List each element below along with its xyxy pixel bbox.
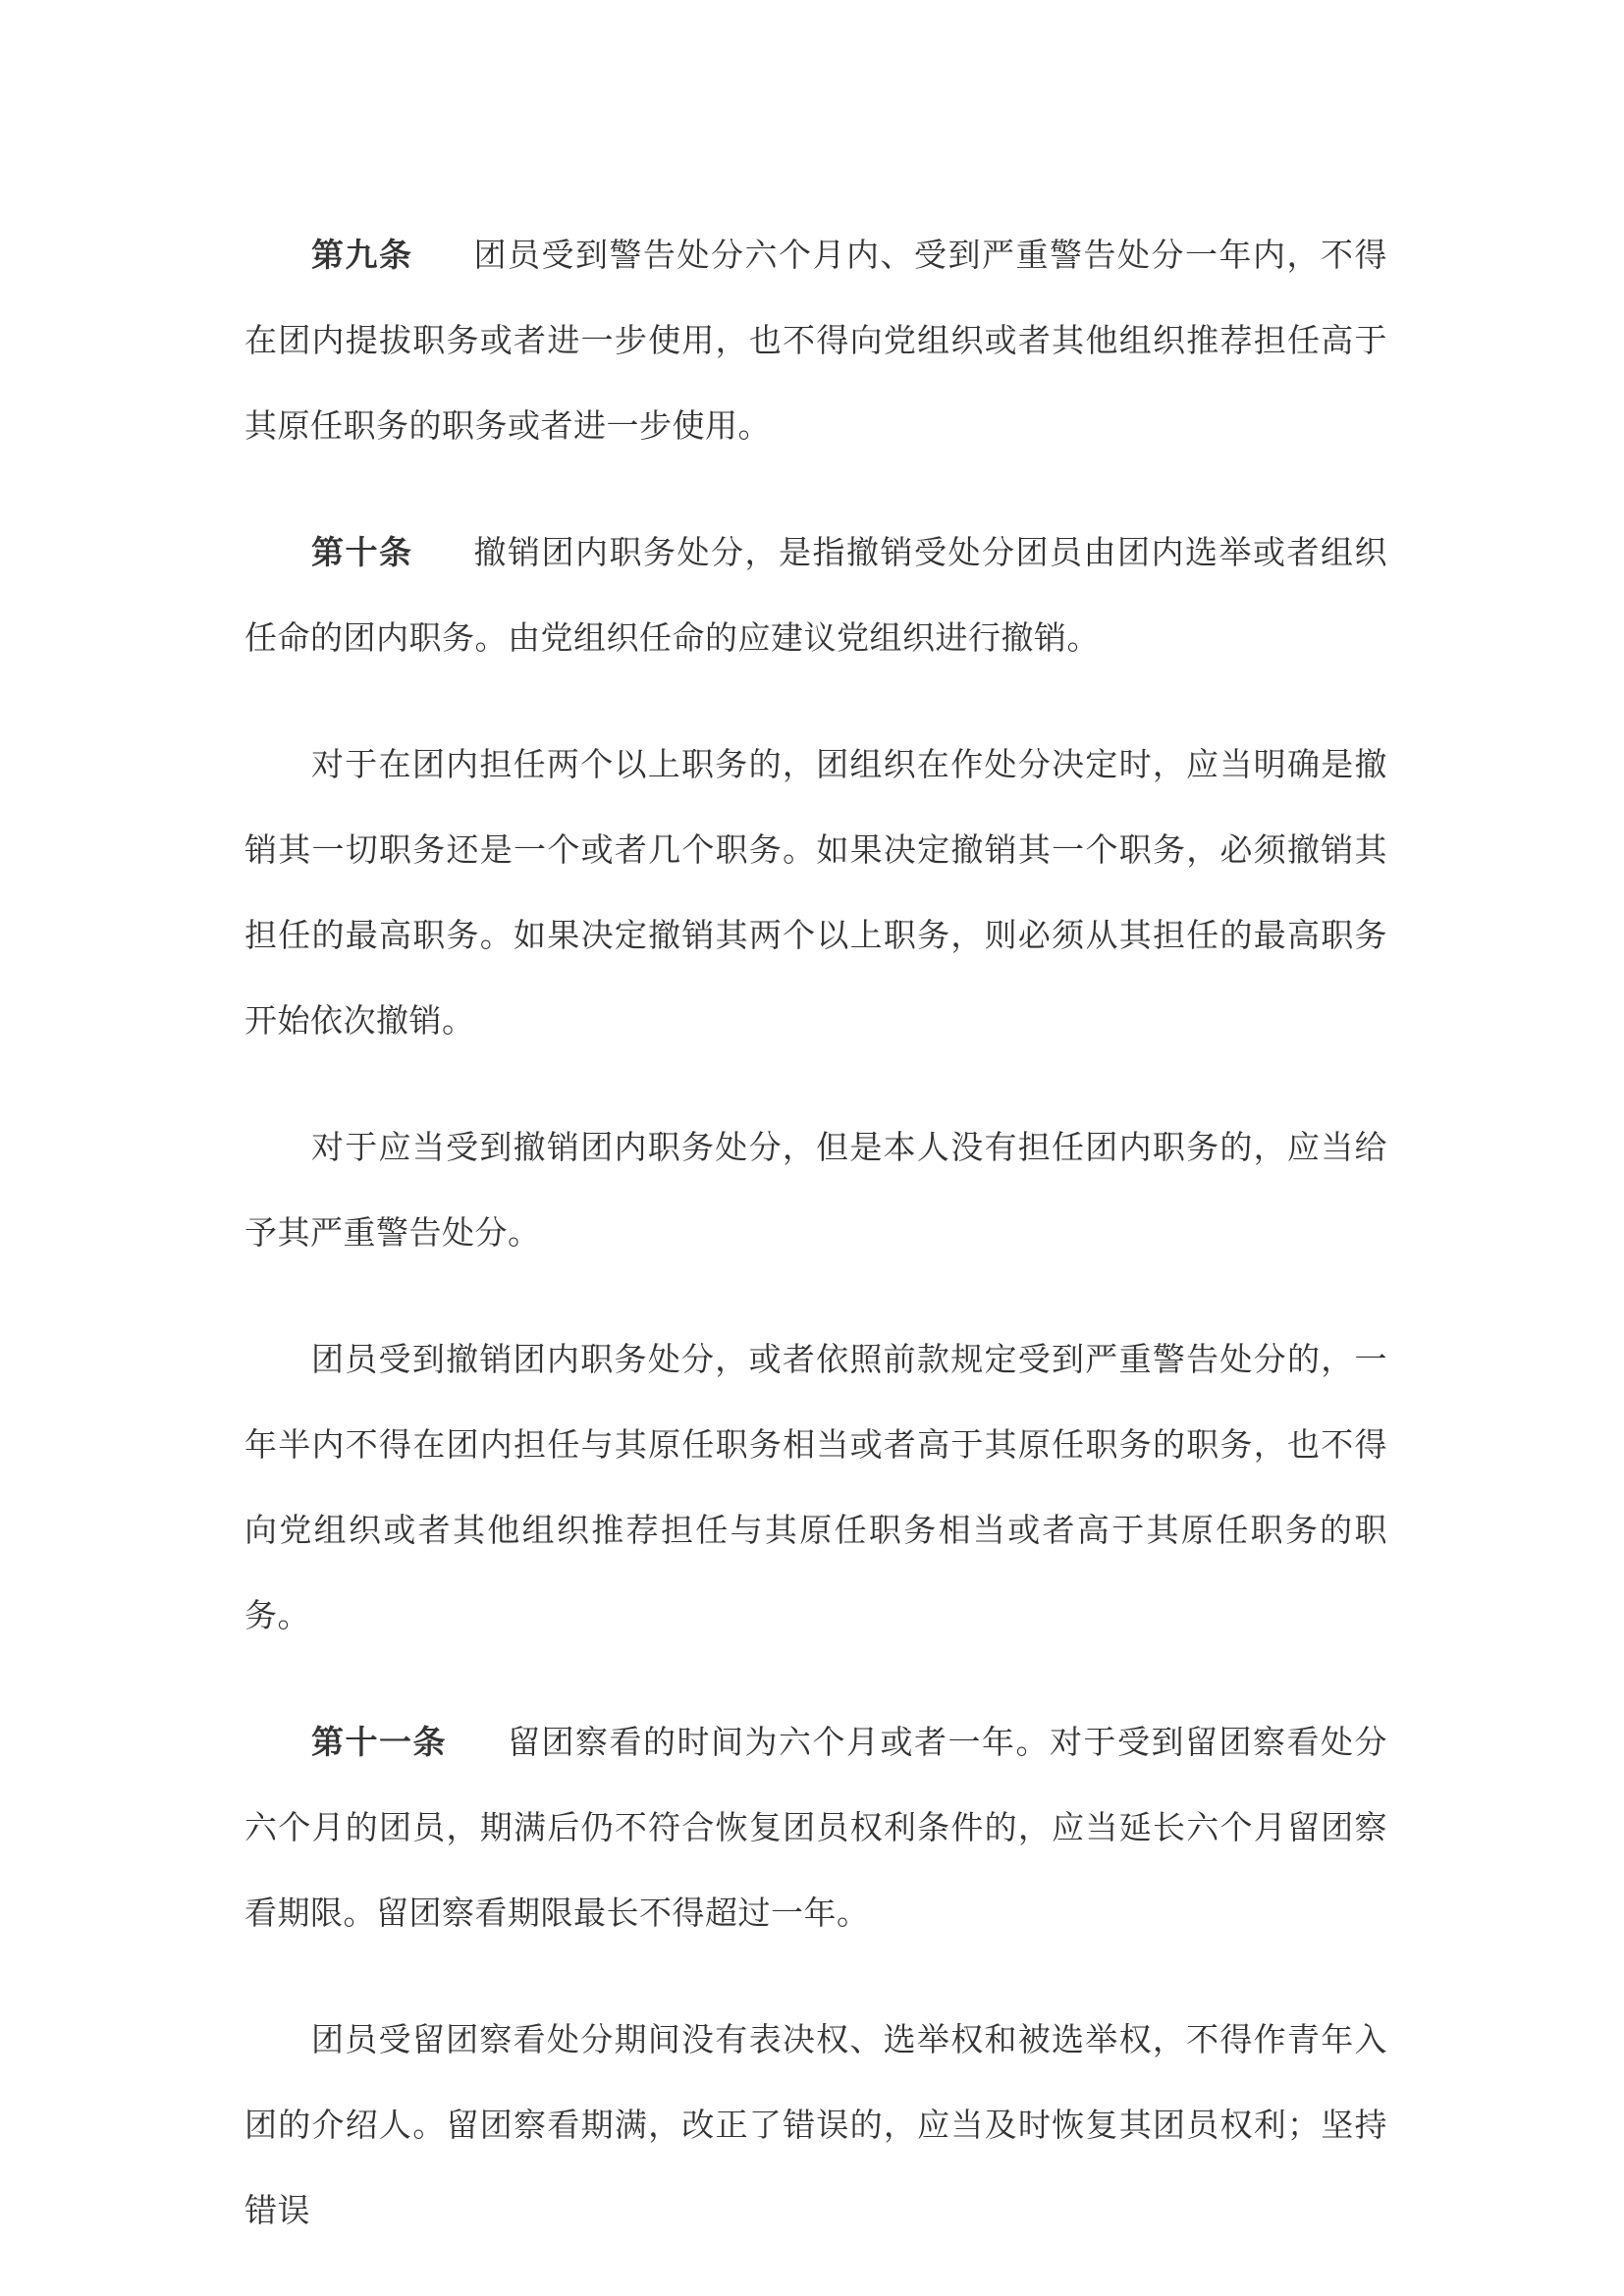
paragraph-no-post: [244, 1104, 1387, 1275]
paragraph-text: 对于在团内担任两个以上职务的，团组织在作处分决定时，应当明确是撤销其一切职务还是一个或者几个职务。如果决定撤销其一个职务，必须撤销其担任的最高职务。如果决定撤销其两个以上职务，则必须从其担任的最高职务开始依次撤销。: [244, 745, 1387, 1040]
paragraph-text: 撤销团内职务处分，是指撤销受处分团员由团内选举或者组织任命的团内职务。由党组织任命的应建议党组织进行撤销。: [244, 533, 1387, 657]
paragraph-article-11: [244, 1699, 1387, 1955]
paragraph-multiple-posts: [244, 721, 1387, 1063]
article-heading: 第九条: [311, 236, 413, 274]
paragraph-probation-rights: [244, 1997, 1387, 2253]
article-heading: 第十一条: [311, 1723, 447, 1761]
paragraph-text: 对于应当受到撤销团内职务处分，但是本人没有担任团内职务的，应当给予其严重警告处分。: [244, 1128, 1387, 1252]
paragraph-text: 团员受留团察看处分期间没有表决权、选举权和被选举权，不得作青年入团的介绍人。留团察看期满，改正了错误的，应当及时恢复其团员权利；坚持错误: [244, 2020, 1387, 2229]
paragraph-text: 团员受到撤销团内职务处分，或者依照前款规定受到严重警告处分的，一年半内不得在团内担任与其原任职务相当或者高于其原任职务的职务，也不得向党组织或者其他组织推荐担任与其原任职务相当或者高于其原任职务的职务。: [244, 1340, 1387, 1634]
paragraph-text: 留团察看的时间为六个月或者一年。对于受到留团察看处分六个月的团员，期满后仍不符合恢复团员权利条件的，应当延长六个月留团察看期限。留团察看期限最长不得超过一年。: [244, 1723, 1387, 1932]
paragraph-article-9: [244, 212, 1387, 468]
paragraph-text: 团员受到警告处分六个月内、受到严重警告处分一年内，不得在团内提拔职务或者进一步使用，也不得向党组织或者其他组织推荐担任高于其原任职务的职务或者进一步使用。: [244, 236, 1387, 445]
article-heading: 第十条: [311, 533, 413, 571]
document-body: [244, 212, 1387, 2294]
paragraph-article-10: [244, 509, 1387, 680]
paragraph-post-restriction: [244, 1316, 1387, 1658]
